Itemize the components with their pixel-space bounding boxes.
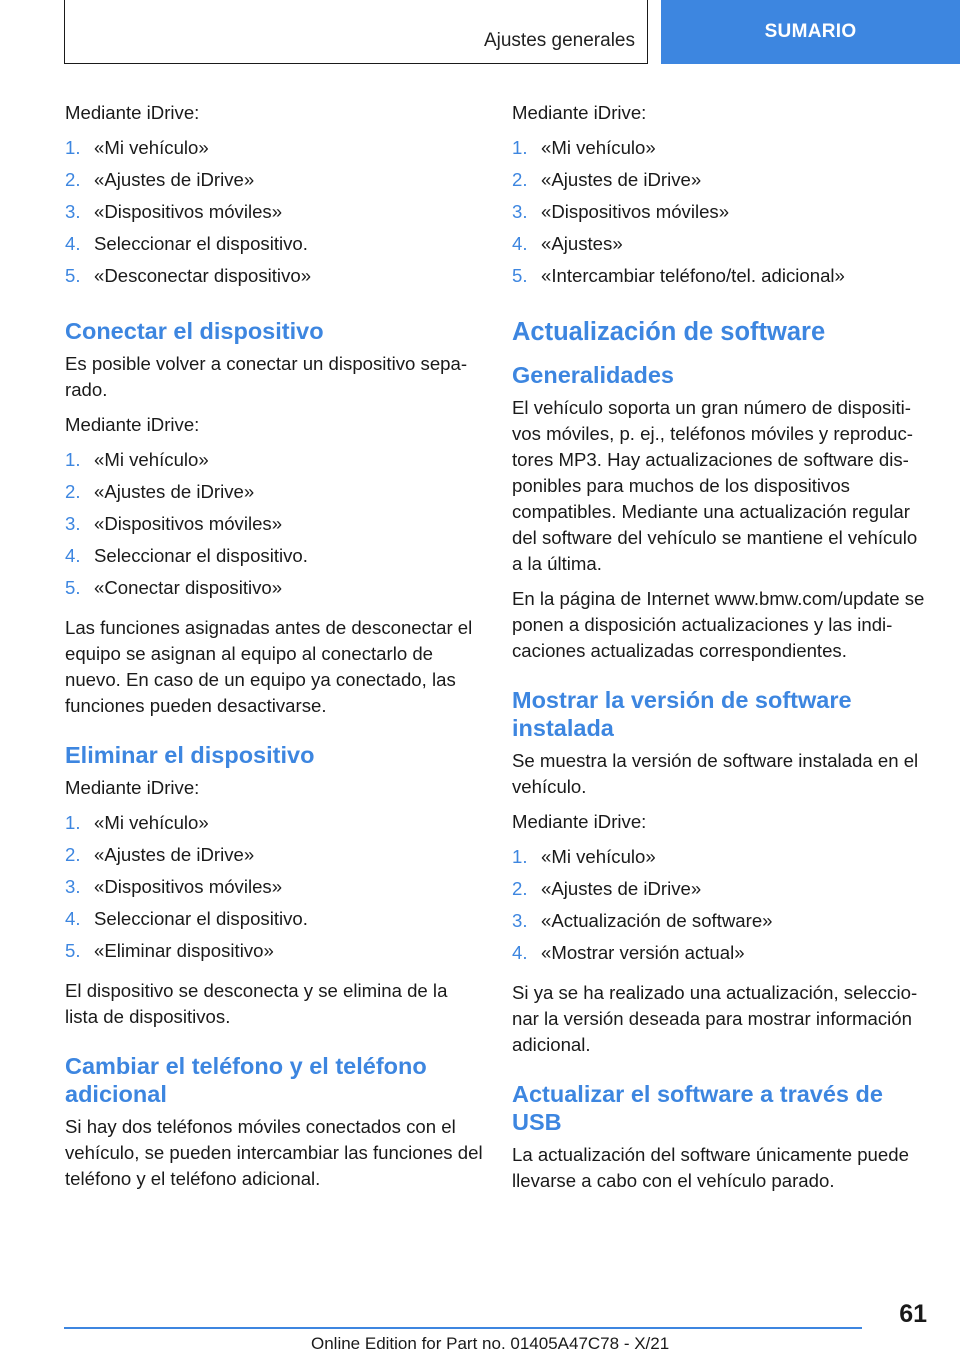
list-item (512, 167, 928, 199)
list-number: 5. (65, 940, 81, 961)
list-item (65, 543, 485, 575)
list-item (512, 263, 928, 295)
left-column (65, 100, 485, 1201)
list-number: 1. (512, 137, 528, 158)
header-frame (64, 0, 648, 64)
list-text: «Mostrar versión actual» (541, 942, 745, 963)
list-item (65, 167, 485, 199)
list-number: 4. (65, 233, 81, 254)
list-number: 2. (65, 844, 81, 865)
summary-button[interactable]: SUMARIO (661, 0, 960, 64)
paragraph: Mediante iDrive: (512, 102, 647, 123)
list-text: «Dispositivos móviles» (94, 876, 283, 897)
list-item (65, 906, 485, 938)
list-text: «Mi vehículo» (94, 137, 209, 158)
paragraph: Mediante iDrive: (512, 811, 647, 832)
paragraph: Mediante iDrive: (65, 414, 200, 435)
paragraph: Mediante iDrive: (65, 102, 200, 123)
list-text: «Ajustes de iDrive» (94, 481, 255, 502)
section-heading: Eliminar el dispositivo (65, 742, 315, 768)
list-text: «Mi vehículo» (94, 449, 209, 470)
list-text: «Dispositivos móviles» (94, 201, 283, 222)
list-text: «Ajustes de iDrive» (541, 169, 702, 190)
chapter-heading: Actualización de software (512, 318, 826, 346)
section-heading: Actualizar el software a través de USB (512, 1081, 883, 1135)
list-item (512, 876, 928, 908)
list-text: «Ajustes de iDrive» (94, 844, 255, 865)
list-number: 1. (512, 846, 528, 867)
list-item (512, 940, 928, 972)
list-number: 3. (512, 910, 528, 931)
paragraph: Las funciones asignadas antes de desconectar el equipo se asignan al equipo al conectarlo de nuevo. En caso de un equipo ya conectado, las funciones pueden desactivarse. (65, 617, 473, 716)
list-text: «Dispositivos móviles» (94, 513, 283, 534)
right-column (512, 100, 928, 1203)
list-item (65, 231, 485, 263)
list-item (65, 263, 485, 295)
list-item (65, 575, 485, 607)
paragraph: Se muestra la versión de software instalada en el vehículo. (512, 750, 919, 797)
edition-footer: Online Edition for Part no. 01405A47C78 - X/21 (311, 1334, 670, 1353)
list-text: «Mi vehículo» (541, 137, 656, 158)
paragraph: Si hay dos teléfonos móviles conectados con el vehículo, se pueden intercambiar las funciones del teléfono y el teléfono adicional. (65, 1116, 483, 1189)
list-text: «Desconectar dispositivo» (94, 265, 312, 286)
list-number: 5. (512, 265, 528, 286)
list-item (512, 231, 928, 263)
list-item (65, 842, 485, 874)
list-item (65, 511, 485, 543)
list-number: 3. (65, 513, 81, 534)
list-number: 3. (65, 876, 81, 897)
list-item (65, 447, 485, 479)
list-number: 1. (65, 812, 81, 833)
list-text: «Ajustes» (541, 233, 623, 254)
paragraph: Si ya se ha realizado una actualización, seleccio-nar la versión deseada para mostrar información adicional. (512, 982, 918, 1055)
list-number: 2. (512, 878, 528, 899)
list-item (65, 938, 485, 970)
list-text: «Dispositivos móviles» (541, 201, 730, 222)
list-text: Seleccionar el dispositivo. (94, 545, 308, 566)
list-number: 1. (65, 137, 81, 158)
footer-rule (64, 1327, 862, 1329)
list-text: Seleccionar el dispositivo. (94, 233, 308, 254)
list-number: 2. (512, 169, 528, 190)
list-number: 3. (65, 201, 81, 222)
numbered-list (65, 135, 485, 295)
paragraph: En la página de Internet www.bmw.com/update se ponen a disposición actualizaciones y las indi-caciones actualizadas correspondientes. (512, 588, 925, 661)
page-number: 61 (899, 1300, 927, 1328)
section-heading: Cambiar el teléfono y el teléfono adicional (65, 1053, 427, 1107)
numbered-list (65, 447, 485, 607)
list-text: Seleccionar el dispositivo. (94, 908, 308, 929)
section-heading: Mostrar la versión de software instalada (512, 687, 852, 741)
list-number: 4. (512, 942, 528, 963)
list-number: 4. (512, 233, 528, 254)
list-number: 3. (512, 201, 528, 222)
list-number: 2. (65, 169, 81, 190)
list-text: «Intercambiar teléfono/tel. adicional» (541, 265, 845, 286)
paragraph: El vehículo soporta un gran número de dispositi-vos móviles, p. ej., teléfonos móviles y reproduc-tores MP3. Hay actualizaciones de software dis-ponibles para muchos de los dispositivos compatibles. Mediante una actualización regular del software del vehículo se mantiene el vehículo a la última. (512, 397, 918, 574)
list-item (65, 199, 485, 231)
list-number: 4. (65, 545, 81, 566)
numbered-list (65, 810, 485, 970)
list-number: 5. (65, 265, 81, 286)
paragraph: La actualización del software únicamente puede llevarse a cabo con el vehículo parado. (512, 1144, 909, 1191)
numbered-list (512, 135, 928, 295)
paragraph: Mediante iDrive: (65, 777, 200, 798)
list-text: «Mi vehículo» (541, 846, 656, 867)
list-item (512, 135, 928, 167)
section-heading: Conectar el dispositivo (65, 318, 324, 344)
list-item (65, 810, 485, 842)
list-number: 1. (65, 449, 81, 470)
list-number: 2. (65, 481, 81, 502)
list-text: «Actualización de software» (541, 910, 773, 931)
list-text: «Conectar dispositivo» (94, 577, 283, 598)
list-item (65, 479, 485, 511)
list-item (512, 844, 928, 876)
numbered-list (512, 844, 928, 972)
list-item (512, 908, 928, 940)
list-number: 4. (65, 908, 81, 929)
list-text: «Eliminar dispositivo» (94, 940, 274, 961)
list-item (65, 874, 485, 906)
paragraph: El dispositivo se desconecta y se elimina de la lista de dispositivos. (65, 980, 448, 1027)
list-text: «Ajustes de iDrive» (94, 169, 255, 190)
list-number: 5. (65, 577, 81, 598)
list-item (65, 135, 485, 167)
list-text: «Mi vehículo» (94, 812, 209, 833)
section-heading: Generalidades (512, 362, 674, 388)
list-item (512, 199, 928, 231)
list-text: «Ajustes de iDrive» (541, 878, 702, 899)
section-title: Ajustes generales (483, 30, 635, 51)
paragraph: Es posible volver a conectar un dispositivo sepa-rado. (65, 353, 468, 400)
